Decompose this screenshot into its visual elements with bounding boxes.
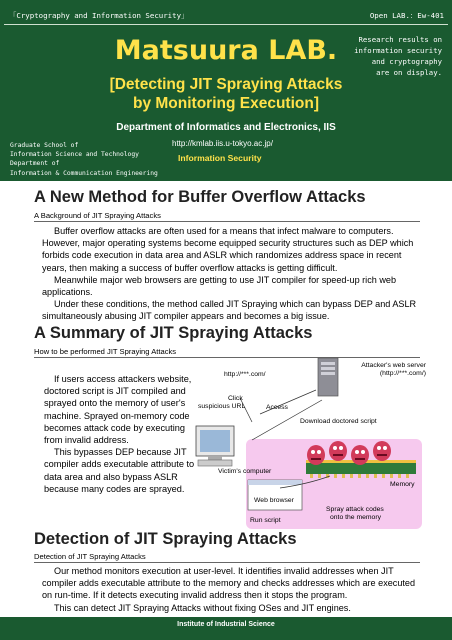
department-label: Department of Informatics and Electronics, IIS <box>116 122 336 133</box>
browser-label: Web browser <box>254 497 294 504</box>
url-label: http://***.com/ <box>224 371 266 378</box>
memory-label: Memory <box>390 481 415 488</box>
spray-label-line1: Spray attack codes <box>326 506 384 513</box>
attack-code-monster-icon <box>329 441 347 461</box>
section3-title: Detection of JIT Spraying Attacks <box>34 530 297 548</box>
poster-subtitle-line1: [Detecting JIT Spraying Attacks <box>109 76 343 93</box>
section3-rule <box>34 562 420 563</box>
footer-banner <box>0 617 452 640</box>
jit-spraying-diagram <box>190 356 426 532</box>
server-icon <box>318 358 338 396</box>
server-label-line1: Attacker's web server <box>361 362 426 369</box>
school-line: Department of <box>10 160 60 168</box>
victim-label: Victim's computer <box>218 468 272 475</box>
attack-code-monster-icon <box>351 445 369 465</box>
section1-paragraph: Meanwhile major web browsers are getting to use JIT compiler for speed-up rich web applications. <box>42 274 397 298</box>
section3-body <box>42 565 426 614</box>
school-affiliation <box>10 141 158 178</box>
lab-url-link[interactable]: http://kmlab.iis.u-tokyo.ac.jp/ <box>172 139 273 148</box>
section2-subtitle: How to be performed JIT Spraying Attacks <box>34 347 177 356</box>
section2-paragraph: This bypasses DEP because JIT compiler adds executable attribute to data area and also bypass ASLR because many codes are sprayed. <box>44 447 195 494</box>
access-label: Access <box>266 404 288 411</box>
header-note-line: and cryptography <box>371 57 442 66</box>
section1-subtitle: A Background of JIT Spraying Attacks <box>34 211 161 220</box>
section1-paragraph: Buffer overflow attacks are often used for a means that infect malware to computers. However, major operating systems become equipped security structures such as DEP which forbids code execution in data area and ASLR which randomizes address space in recent years, then making a success of buffer overflow attacks is getting difficult. <box>42 226 414 273</box>
spray-label-line2: onto the memory <box>330 514 381 521</box>
header-note-line: information security <box>354 46 442 55</box>
click-label-line2: suspicious URL <box>198 403 246 410</box>
section3-subtitle: Detection of JIT Spraying Attacks <box>34 552 146 561</box>
header-divider <box>4 24 448 25</box>
attack-code-monster-icon <box>307 445 325 465</box>
school-line: Information & Communication Engineering <box>10 169 158 177</box>
browser-window <box>248 480 302 510</box>
computer-icon <box>196 426 234 466</box>
attack-code-monster-icon <box>373 441 391 461</box>
download-label: Download doctored script <box>300 418 377 425</box>
section2-paragraph: If users access attackers website, doctored script is JIT compiled and sprayed onto the memory of user's machine. Sprayed on-memory code becomes attack code by executing from invalid address. <box>44 374 192 446</box>
section1-paragraph: Under these conditions, the method called JIT Spraying which can bypass DEP and ASLR simultaneously abusing JIT compiler appears and becomes a big issue. <box>42 299 417 322</box>
section1-title: A New Method for Buffer Overflow Attacks <box>34 188 366 206</box>
section3-paragraph: Our method monitors execution at user-level. It identifies invalid addresses when JIT compiler adds executable attribute to the memory and checks addresses which are executed on run-time. If it detects executing invalid address then it stops the program. <box>42 566 416 601</box>
lab-category-label: 「Cryptography and Information Security」 <box>9 11 189 20</box>
school-line: Graduate School of <box>10 142 79 149</box>
research-field-label: Information Security <box>178 153 262 163</box>
run-script-label: Run script <box>250 517 281 524</box>
click-label-line1: Click <box>228 395 243 402</box>
section2-body <box>44 373 202 495</box>
section3-paragraph: This can detect JIT Spraying Attacks without fixing OSes and JIT engines. <box>54 602 351 613</box>
lab-title: Matsuura LAB. <box>114 35 338 66</box>
header-note-line: are on display. <box>376 68 442 77</box>
section1-body <box>42 225 426 323</box>
section1-rule <box>34 221 420 222</box>
school-line: Information Science and Technology <box>10 151 139 159</box>
server-label-line2: (http://***.com/) <box>379 370 426 377</box>
open-lab-label: Open LAB.：Ew-401 <box>369 11 444 20</box>
section2-title: A Summary of JIT Spraying Attacks <box>34 324 313 342</box>
poster-subtitle-line2: by Monitoring Execution] <box>133 95 319 112</box>
header-note-line: Research results on <box>358 35 442 44</box>
header-banner <box>0 0 452 181</box>
footer-institute: Institute of Industrial Science <box>177 621 275 628</box>
diagram-graphics <box>190 356 426 532</box>
